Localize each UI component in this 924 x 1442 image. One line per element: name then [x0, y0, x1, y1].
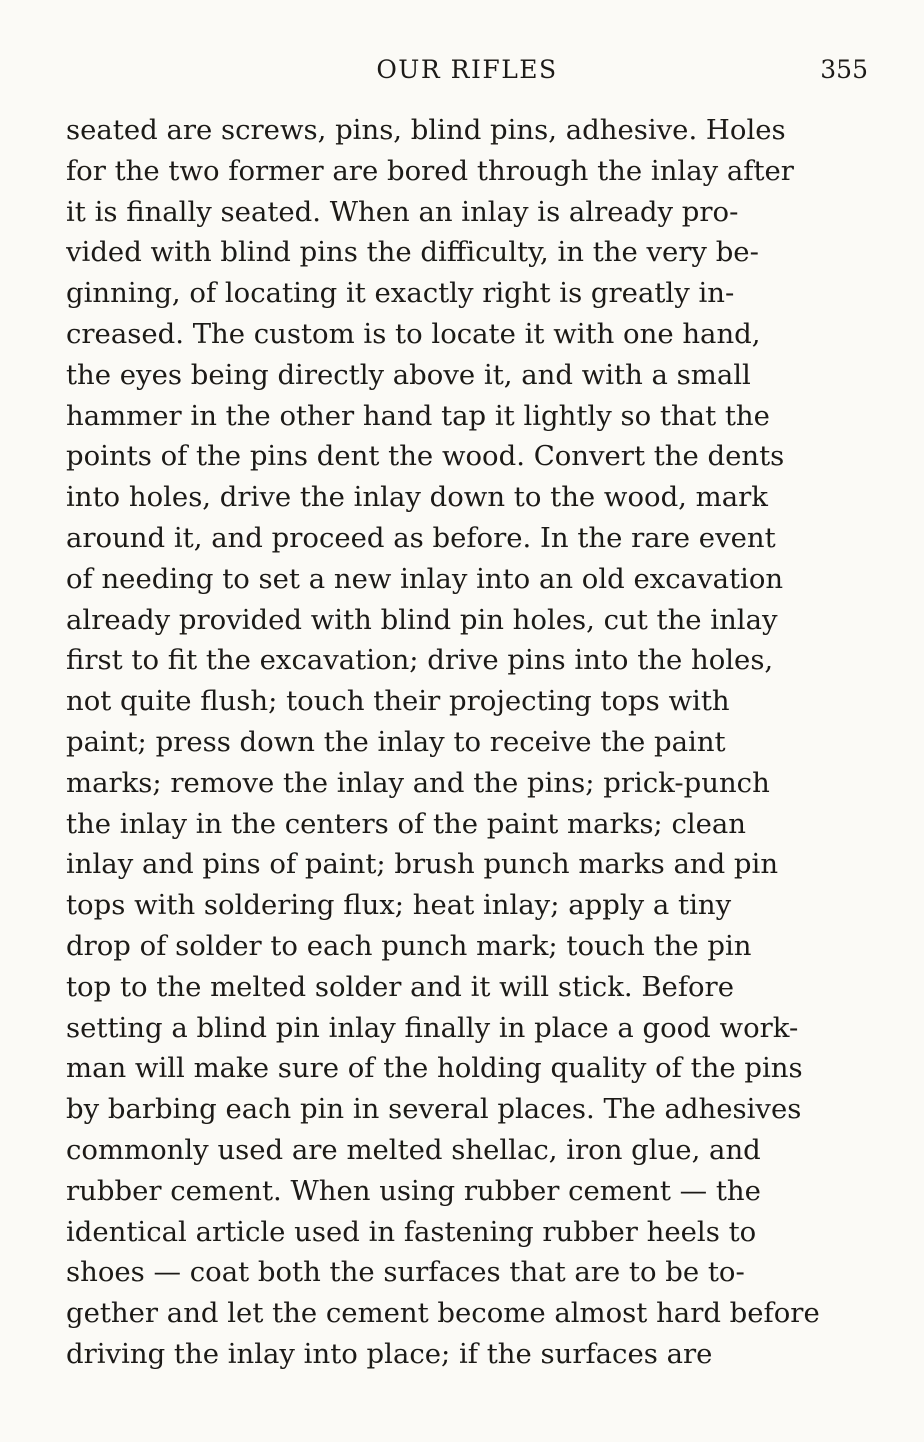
text-line: of needing to set a new inlay into an old excavation — [66, 562, 784, 595]
text-line: shoes — coat both the surfaces that are to be to- — [66, 1256, 745, 1289]
page-number: 355 — [820, 55, 868, 84]
text-line: setting a blind pin inlay finally in place a good work- — [66, 1011, 799, 1044]
text-line: identical article used in fastening rubber heels to — [66, 1215, 757, 1248]
running-header — [66, 52, 868, 92]
text-line: points of the pins dent the wood. Convert the dents — [66, 440, 785, 473]
text-line: paint; press down the inlay to receive the paint — [66, 725, 726, 758]
text-line: the eyes being directly above it, and with a small — [66, 358, 751, 391]
text-line: inlay and pins of paint; brush punch marks and pin — [66, 848, 779, 881]
text-line: the inlay in the centers of the paint marks; clean — [66, 807, 747, 840]
text-line: ginning, of locating it exactly right is greatly in- — [66, 277, 735, 310]
text-line: marks; remove the inlay and the pins; prick-punch — [66, 766, 770, 799]
text-line: seated are screws, pins, blind pins, adhesive. Holes — [66, 114, 786, 146]
text-line: drop of solder to each punch mark; touch the pin — [66, 929, 752, 962]
text-line: already provided with blind pin holes, cut the inlay — [66, 603, 778, 636]
body-text — [66, 110, 868, 1375]
text-line: by barbing each pin in several places. The adhesives — [66, 1093, 802, 1126]
text-line: first to fit the excavation; drive pins into the holes, — [66, 644, 774, 677]
text-line: it is finally seated. When an inlay is already pro- — [66, 195, 739, 228]
text-line: tops with soldering flux; heat inlay; apply a tiny — [66, 889, 732, 922]
running-title: OUR RIFLES — [376, 55, 558, 84]
text-line: into holes, drive the inlay down to the wood, mark — [66, 481, 768, 514]
text-line: man will make sure of the holding quality of the pins — [66, 1052, 803, 1085]
text-line: not quite flush; touch their projecting tops with — [66, 685, 730, 718]
text-line: commonly used are melted shellac, iron glue, and — [66, 1133, 761, 1166]
text-line: for the two former are bored through the inlay after — [66, 154, 794, 187]
text-line: creased. The custom is to locate it with one hand, — [66, 317, 761, 350]
text-line: around it, and proceed as before. In the rare event — [66, 521, 776, 554]
text-line: driving the inlay into place; if the surfaces are — [66, 1337, 713, 1370]
text-line: top to the melted solder and it will stick. Before — [66, 970, 734, 1003]
text-line: rubber cement. When using rubber cement — the — [66, 1174, 761, 1207]
text-line: hammer in the other hand tap it lightly so that the — [66, 399, 770, 432]
text-line: vided with blind pins the difficulty, in the very be- — [66, 236, 759, 269]
text-line: gether and let the cement become almost hard before — [66, 1297, 820, 1330]
